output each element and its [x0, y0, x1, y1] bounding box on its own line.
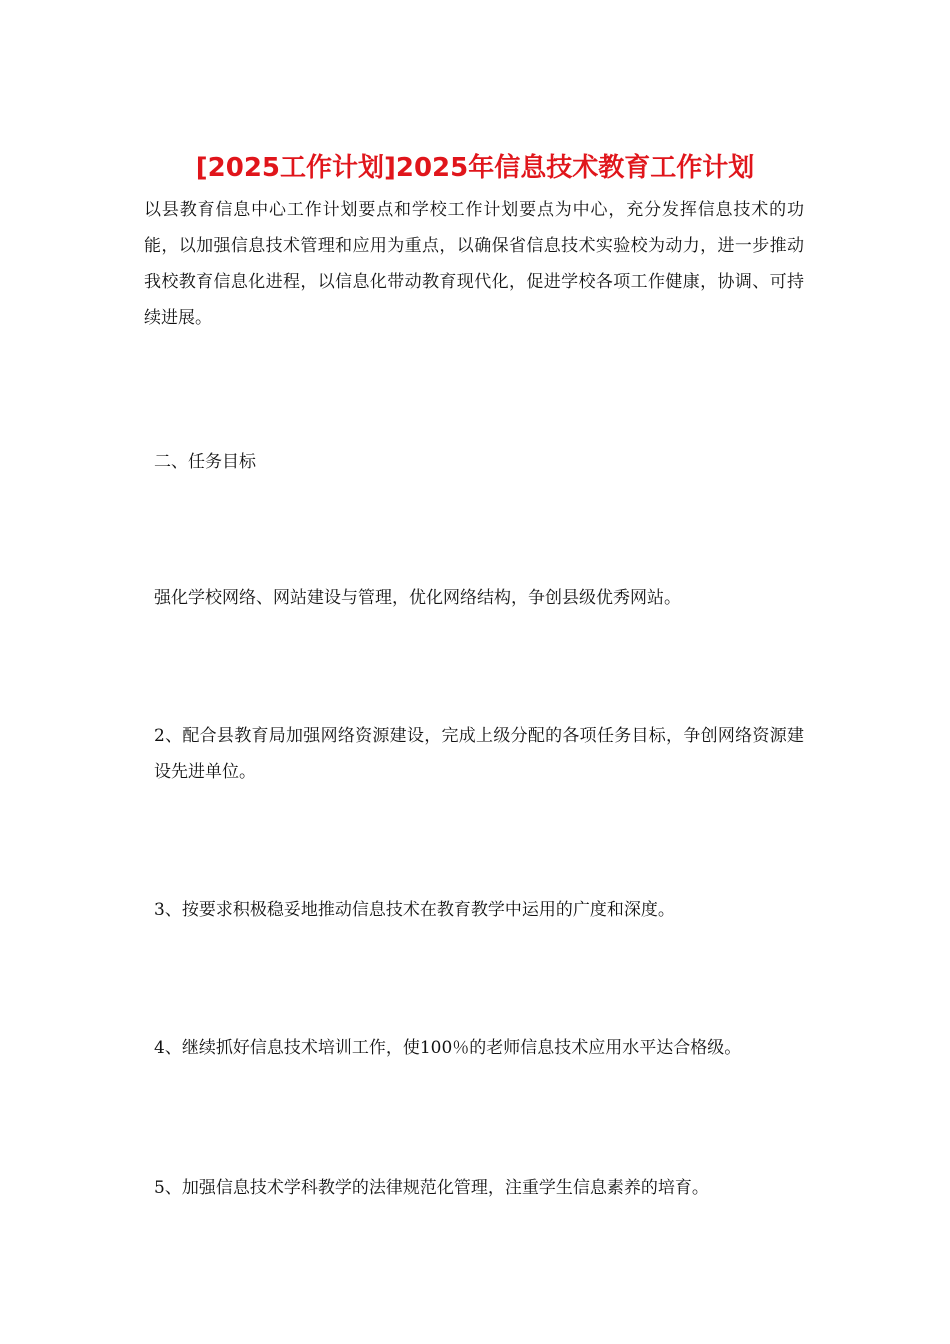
list-item: 3、按要求积极稳妥地推动信息技术在教育教学中运用的广度和深度。 [154, 900, 675, 920]
list-item: 5、加强信息技术学科教学的法律规范化管理，注重学生信息素养的培育。 [154, 1178, 709, 1198]
list-item: 4、继续抓好信息技术培训工作，使100％的老师信息技术应用水平达合格级。 [154, 1038, 742, 1058]
intro-paragraph: 以县教育信息中心工作计划要点和学校工作计划要点为中心，充分发挥信息技术的功能，以加强信息技术管理和应用为重点，以确保省信息技术实验校为动力，进一步推动我校教育信息化进程，以信息化带动教育现代化，促进学校各项工作健康，协调、可持续进展。 [144, 200, 804, 328]
section-heading: 二、任务目标 [154, 452, 256, 472]
list-item: 2、配合县教育局加强网络资源建设，完成上级分配的各项任务目标，争创网络资源建设先进单位。 [154, 726, 804, 782]
list-item: 强化学校网络、网站建设与管理，优化网络结构，争创县级优秀网站。 [154, 588, 681, 608]
document-title: [2025工作计划]2025年信息技术教育工作计划 [195, 153, 755, 183]
